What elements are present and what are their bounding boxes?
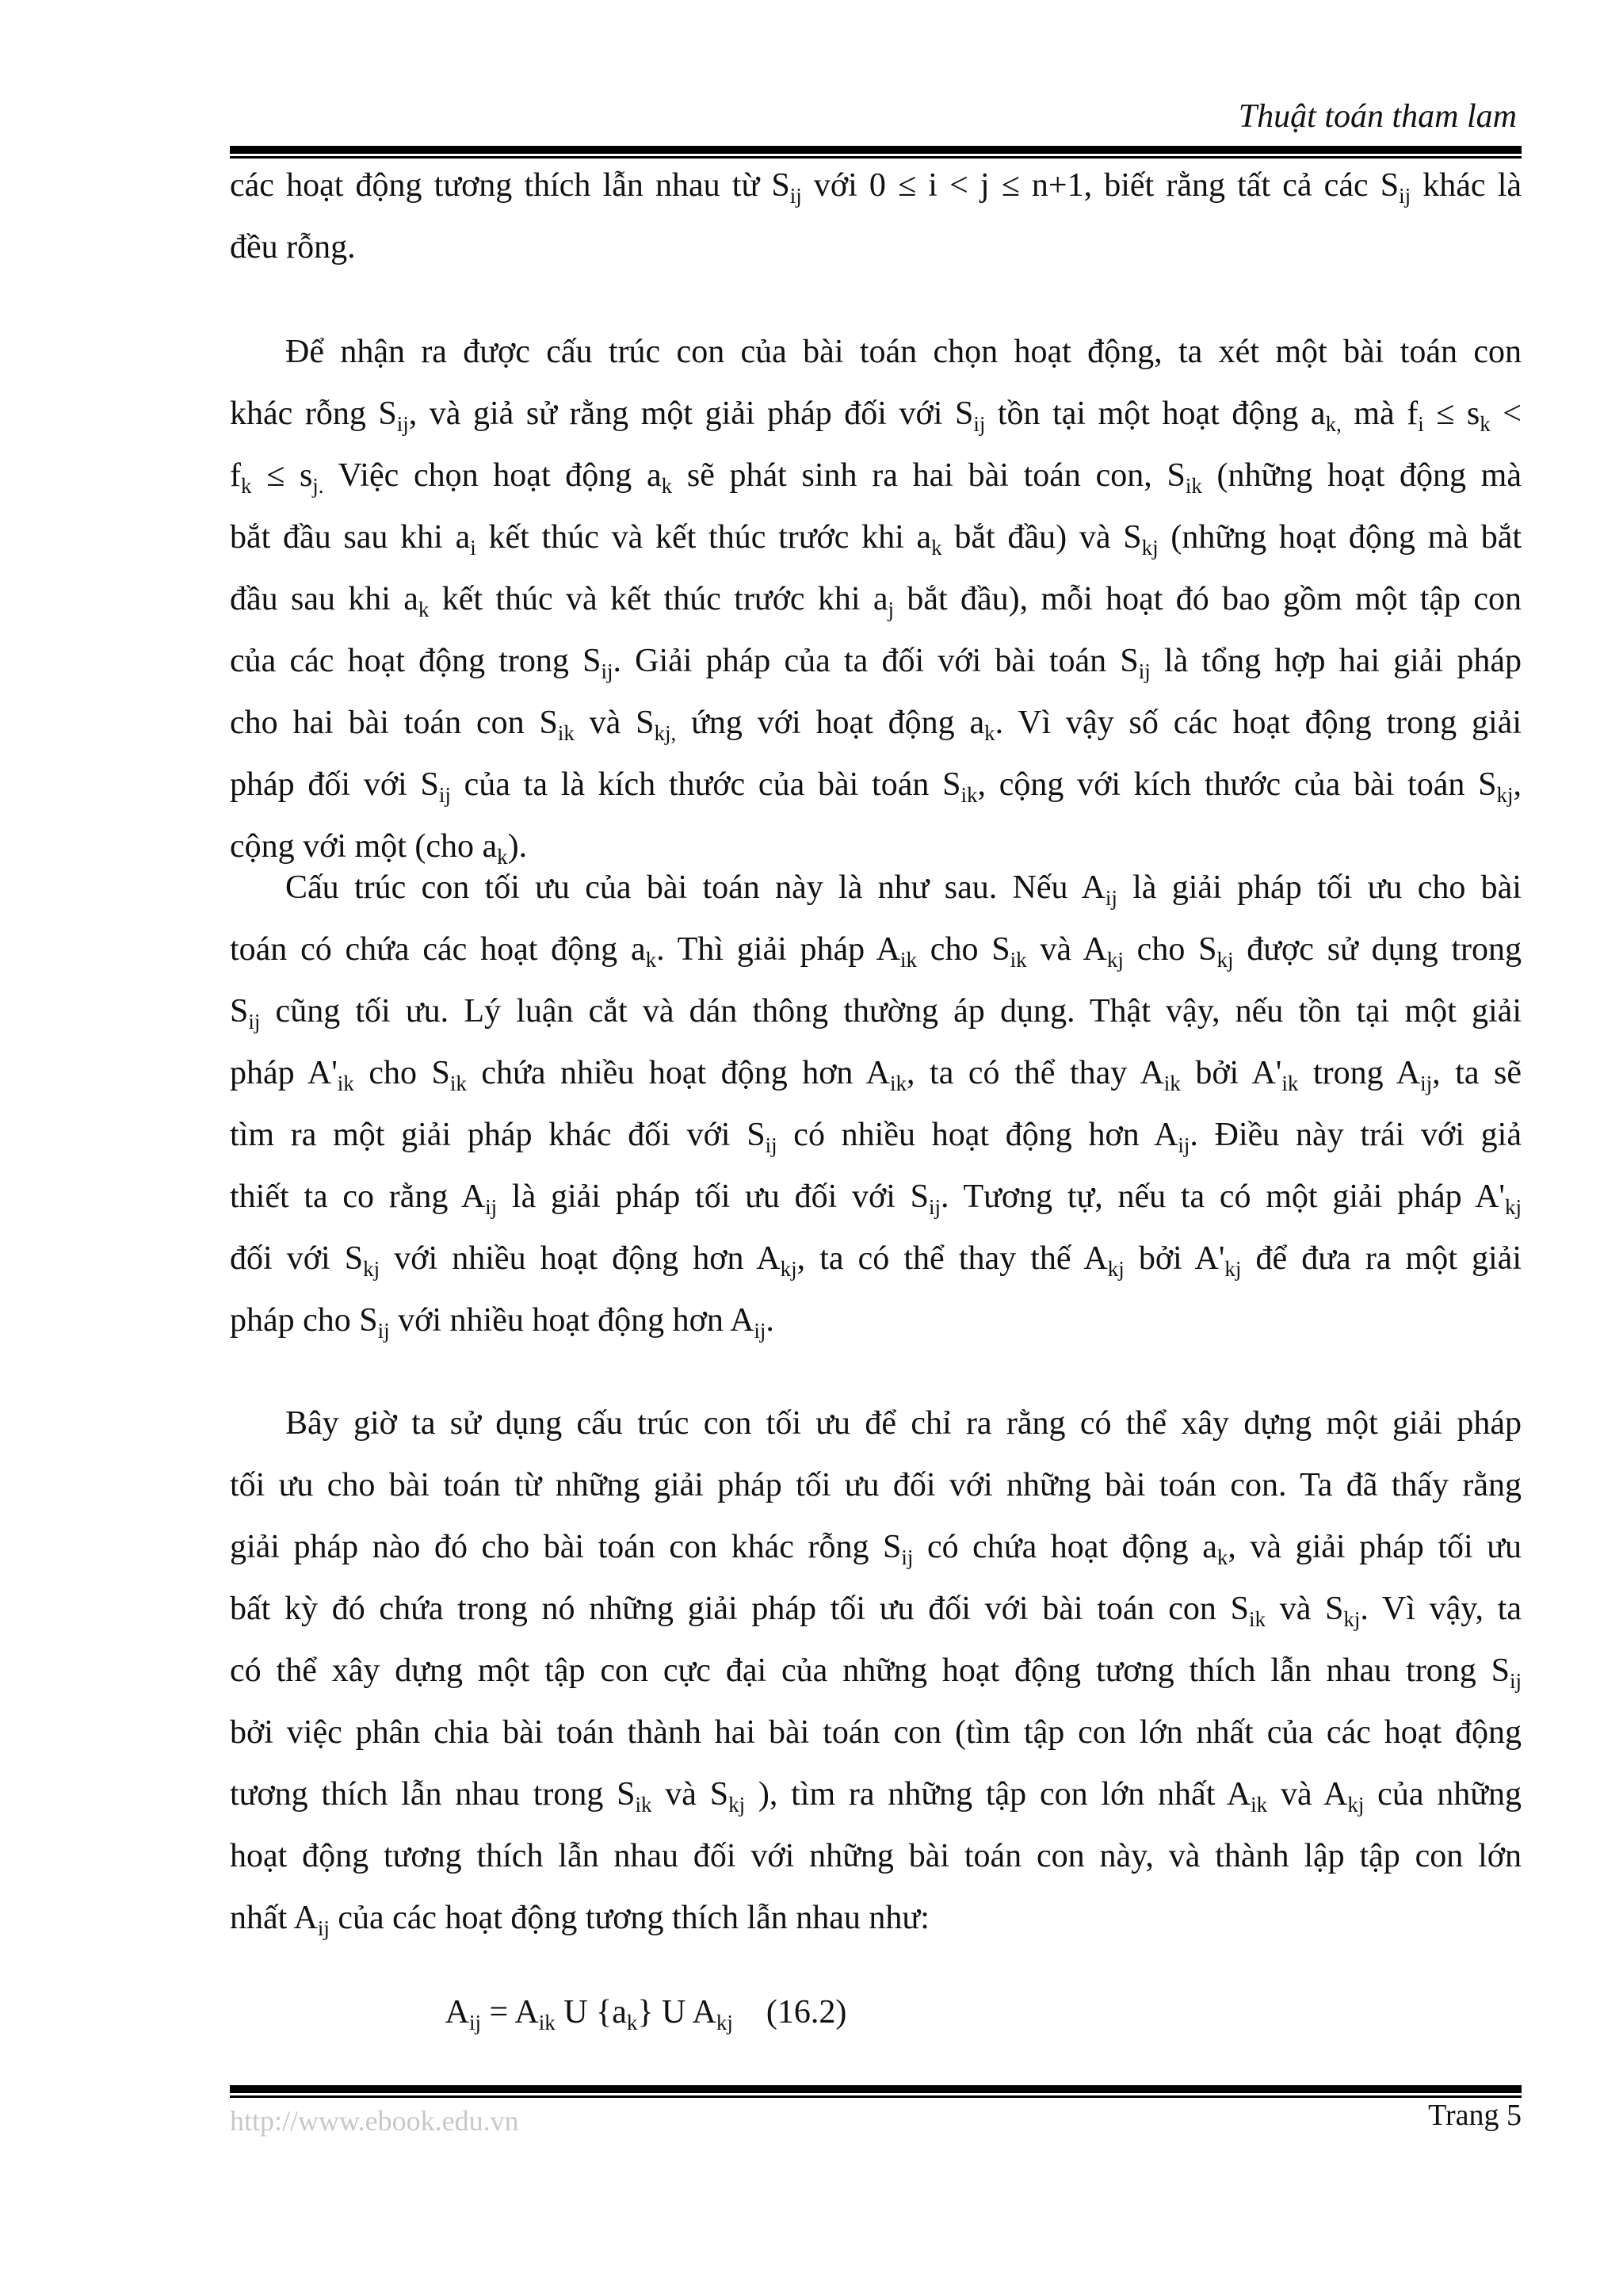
paragraph-3-line: pháp $A'_{ik}$ cho $S_{ik}$ chứa nhiều hoạt động hơn $A_{ik}$, ta có thể thay $A_{ik}$ bởi $A'_{ik}$ trong $A_{ij}$, ta sẽ: [230, 1055, 1522, 1095]
paragraph-4-line: bởi việc phân chia bài toán thành hai bài toán con (tìm tập con lớn nhất của các hoạt động: [230, 1714, 1522, 1751]
paragraph-3-line: pháp cho $S_{ij}$ với nhiều hoạt động hơn $A_{ij}$.: [230, 1302, 774, 1343]
paragraph-2-line: pháp đối với $S_{ij}$ của ta là kích thước của bài toán $S_{ik}$, cộng với kích thước của bài toán $S_{kj}$,: [230, 766, 1522, 807]
paragraph-3-line: tìm ra một giải pháp khác đối với $S_{ij}$ có nhiều hoạt động hơn $A_{ij}$. Điều này trái với giả: [230, 1117, 1522, 1157]
paragraph-3-line: thiết ta co rằng $A_{ij}$ là giải pháp tối ưu đối với $S_{ij}$. Tương tự, nếu ta có một giải pháp $A'_{kj}$: [230, 1179, 1522, 1219]
paragraph-3-line: đối với $S_{kj}$ với nhiều hoạt động hơn $A_{kj}$, ta có thể thay thế $A_{kj}$ bởi $A'_{kj}$ để đưa ra một giải: [230, 1240, 1522, 1281]
paragraph-2-line: cho hai bài toán con $S_{ik}$ và $S_{kj,}$ ứng với hoạt động $a_k$. Vì vậy số các hoạt động trong giải: [230, 705, 1522, 745]
paragraph-2-line: đầu sau khi $a_k$ kết thúc và kết thúc trước khi $a_j$ bắt đầu), mỗi hoạt đó bao gồm một tập con: [230, 581, 1522, 621]
paragraph-3-line: $S_{ij}$ cũng tối ưu. Lý luận cắt và dán thông thường áp dụng. Thật vậy, nếu tồn tại một giải: [230, 993, 1522, 1033]
paragraph-3-line: toán có chứa các hoạt động $a_k$. Thì giải pháp $A_{ik}$ cho $S_{ik}$ và $A_{kj}$ cho $S_{kj}$ được sử dụng trong: [230, 931, 1522, 972]
paragraph-4-line: có thể xây dựng một tập con cực đại của những hoạt động tương thích lẫn nhau trong $S_{ij}$: [230, 1652, 1522, 1693]
footer-url: http://www.ebook.edu.vn: [230, 2105, 519, 2137]
paragraph-1-line: đều rỗng.: [230, 229, 356, 266]
paragraph-2-line: cộng với một (cho $a_k$).: [230, 828, 528, 869]
paragraph-2-line: bắt đầu sau khi $a_i$ kết thúc và kết thúc trước khi $a_k$ bắt đầu) và $S_{kj}$ (những hoạt động mà bắt: [230, 519, 1522, 560]
paragraph-4-line: bất kỳ đó chứa trong nó những giải pháp tối ưu đối với bài toán con $S_{ik}$ và $S_{kj}$. Vì vậy, ta: [230, 1591, 1522, 1631]
header-title: Thuật toán tham lam: [1238, 98, 1517, 135]
paragraph-1-line: các hoạt động tương thích lẫn nhau từ $S_{ij}$ với 0 ≤ i < j ≤ n+1, biết rằng tất cả các $S_{ij}$ khác là: [230, 167, 1522, 208]
paragraph-4-line: Bây giờ ta sử dụng cấu trúc con tối ưu để chỉ ra rằng có thể xây dựng một giải pháp: [285, 1405, 1522, 1442]
paragraph-4-line: tương thích lẫn nhau trong $S_{ik}$ và $S_{kj}$ ), tìm ra những tập con lớn nhất $A_{ik}$ và $A_{kj}$ của những: [230, 1776, 1522, 1817]
paragraph-2-line: $f_k \le s_{j.}$ Việc chọn hoạt động $a_k$ sẽ phát sinh ra hai bài toán con, $S_{ik}$ (những hoạt động mà: [230, 457, 1522, 498]
paragraph-2-line: khác rỗng $S_{ij}$, và giả sử rằng một giải pháp đối với $S_{ij}$ tồn tại một hoạt động $a_{k,}$ mà $f_i \le s_k$ <: [230, 395, 1522, 436]
page-number: Trang 5: [1428, 2099, 1522, 2132]
paragraph-2-line: Để nhận ra được cấu trúc con của bài toán chọn hoạt động, ta xét một bài toán con: [285, 334, 1522, 370]
paragraph-2-line: của các hoạt động trong $S_{ij}$. Giải pháp của ta đối với bài toán $S_{ij}$ là tổng hợp hai giải pháp: [230, 643, 1522, 683]
paragraph-3-line: Cấu trúc con tối ưu của bài toán này là như sau. Nếu $A_{ij}$ là giải pháp tối ưu cho bài: [285, 869, 1522, 910]
footer-rule-thin: [230, 2095, 1522, 2098]
paragraph-4-line: hoạt động tương thích lẫn nhau đối với những bài toán con này, và thành lập tập con lớn: [230, 1838, 1522, 1874]
paragraph-4-line: giải pháp nào đó cho bài toán con khác rỗng $S_{ij}$ có chứa hoạt động $a_k$, và giải pháp tối ưu: [230, 1529, 1522, 1569]
paragraph-4-line: nhất $A_{ij}$ của các hoạt động tương thích lẫn nhau như:: [230, 1900, 930, 1940]
equation-16-2: $A_{ij} = A_{ik}$ U $\{a_k\}$ U $A_{kj}$ (16.2): [445, 1994, 847, 2034]
footer-rule: [230, 2085, 1522, 2093]
paragraph-4-line: tối ưu cho bài toán từ những giải pháp tối ưu đối với những bài toán con. Ta đã thấy rằng: [230, 1467, 1522, 1503]
header-rule: [230, 146, 1522, 154]
